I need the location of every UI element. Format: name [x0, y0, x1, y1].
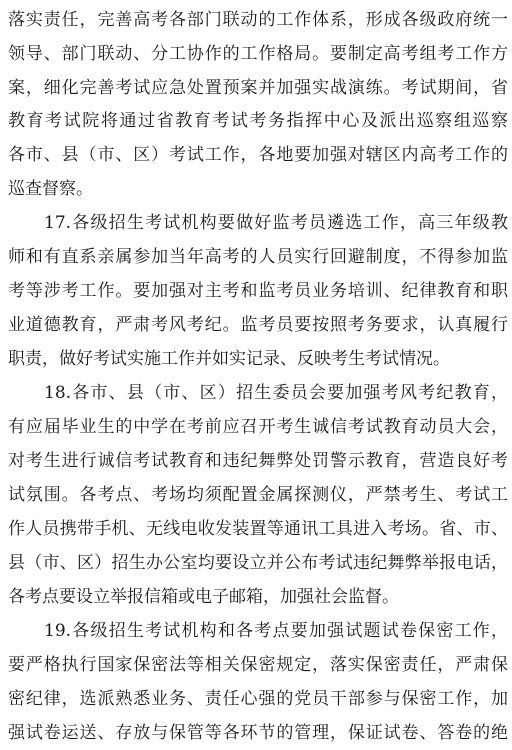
text-line: 落实责任，完善高考各部门联动的工作体系，形成各级政府统一: [8, 10, 508, 30]
text-line: 业道德教育，严肃考风考纪。监考员要按照考务要求，认真履行: [8, 315, 508, 335]
text-line: 试氛围。各考点、考场均须配置金属探测仪，严禁考生、考试工: [8, 485, 508, 505]
text-line: 各市、县（市、区）考试工作，各地要加强对辖区内高考工作的: [8, 145, 508, 165]
text-line: 教育考试院将通过省教育考试考务指挥中心及派出巡察组巡察: [8, 111, 508, 131]
text-line: 密纪律，选派熟悉业务、责任心强的党员干部参与保密工作，加: [8, 689, 508, 709]
text-line: 师和有直系亲属参加当年高考的人员实行回避制度，不得参加监: [8, 247, 508, 267]
text-line: 作人员携带手机、无线电收发装置等通讯工具进入考场。省、市、: [8, 519, 508, 539]
paragraph-17-first-line: 17.各级招生考试机构要做好监考员遴选工作，高三年级教: [44, 213, 508, 233]
text-line: 案，细化完善考试应急处置预案并加强实战演练。考试期间，省: [8, 78, 508, 98]
text-line: 要严格执行国家保密法等相关保密规定，落实保密责任，严肃保: [8, 655, 508, 675]
text-line: 领导、部门联动、分工协作的工作格局。要制定高考组考工作方: [8, 44, 508, 64]
paragraph-18-first-line: 18.各市、县（市、区）招生委员会要加强考风考纪教育，: [44, 383, 508, 403]
text-line: 各考点要设立举报信箱或电子邮箱，加强社会监督。: [8, 587, 399, 607]
text-line: 县（市、区）招生办公室均要设立并公布考试违纪舞弊举报电话，: [8, 553, 508, 573]
text-line: 考等涉考工作。要加强对主考和监考员业务培训、纪律教育和职: [8, 281, 508, 301]
paragraph-19-first-line: 19.各级招生考试机构和各考点要加强试题试卷保密工作，: [44, 621, 508, 641]
text-line: 巡查督察。: [8, 179, 93, 199]
text-line: 对考生进行诚信考试教育和违纪舞弊处罚警示教育，营造良好考: [8, 451, 508, 471]
text-line: 职责，做好考试实施工作并如实记录、反映考生考试情况。: [8, 349, 450, 369]
text-line: 有应届毕业生的中学在考前应召开考生诚信考试教育动员大会，: [8, 417, 508, 437]
text-line: 强试卷运送、存放与保管等各环节的管理，保证试卷、答卷的绝: [8, 723, 508, 743]
